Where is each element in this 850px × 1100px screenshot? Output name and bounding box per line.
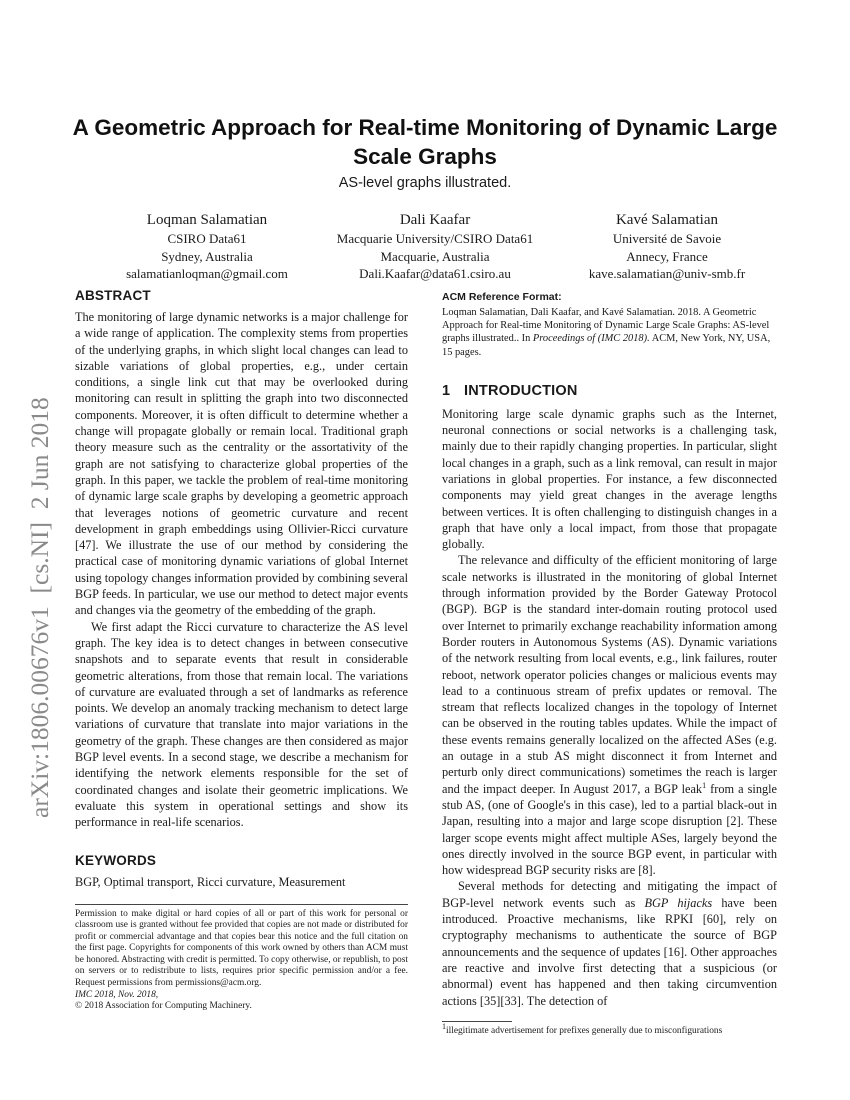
intro-paragraph-3-part-a: Several methods for detecting and mitigating the impact of BGP-level network events such as	[442, 879, 777, 910]
abstract-paragraph-1: The monitoring of large dynamic networks is a major challenge for a wide range of application. The complexity stems from properties of the underlying graphs, in which slight local changes can lead to sizable variations of global properties, e.g., under certain conditions, a single link cut that may be overlooked during monitoring can result in splitting the graph into two disconnected components. Moreover, it is often difficult to determine whether a change will propagate globally or remain local. Traditional graph theory measure such as the centrality or the assortativity of the graph are not satisfying to characterize global properties of the graph. In this paper, we tackle the problem of real-time monitoring of dynamic large scale graphs by developing a geometric approach that leverages notions of geometric curvature and recent development in graph embeddings using Ollivier-Ricci curvature [47]. We illustrate the use of our method by considering the practical case of monitoring dynamic variations of global Internet using topology changes information provided by combining several BGP feeds. In particular, we use our method to detect major events and changes via the geometry of the embedding of the graph.	[75, 310, 408, 618]
left-column	[75, 288, 408, 1013]
intro-paragraph-3-italic: BGP hijacks	[644, 895, 713, 910]
intro-paragraph-3-part-b: have been introduced. Proactive mechanisms, like RPKI [60], rely on cryptography mechanisms to authenticate the source of BGP announcements and the sequence of updates [16]. Other approaches are reactive and involve first detecting that a suspicious (or abnormal) event has happened and then taking circumvention actions [35][33]. The detection of	[442, 895, 777, 1008]
author-3	[552, 210, 782, 283]
author-location: Sydney, Australia	[161, 248, 253, 264]
section-number: 1	[442, 382, 451, 399]
author-1	[92, 210, 322, 283]
permission-text: Permission to make digital or hard copies of all or part of this work for personal or classroom use is granted without fee provided that copies are not made or distributed for profit or commercial advantage and that copies bear this notice and the full citation on the first page. Copyrights for components of this work owned by others than ACM must be honored. Abstracting with credit is permitted. To copy otherwise, or republish, to post on servers or to redistribute to lists, requires prior specific permission and/or a fee. Request permissions from permissions@acm.org.	[75, 908, 408, 989]
keywords-text: BGP, Optimal transport, Ricci curvature, Measurement	[75, 874, 346, 889]
acm-reference-text	[442, 306, 777, 359]
acm-reference-proceedings: Proceedings of (IMC 2018).	[532, 333, 650, 345]
footnote-divider	[442, 1021, 512, 1022]
author-name: Dali Kaafar	[399, 212, 471, 228]
acm-reference-heading: ACM Reference Format:	[442, 291, 562, 303]
author-block	[70, 210, 780, 280]
venue-text: IMC 2018, Nov. 2018,	[75, 989, 159, 1000]
section-title: INTRODUCTION	[464, 382, 578, 399]
abstract-heading: ABSTRACT	[75, 288, 151, 303]
copyright-text: © 2018 Association for Computing Machinery.	[75, 1001, 252, 1012]
arxiv-identifier-stamp	[4, 300, 64, 820]
intro-paragraph-1: Monitoring large scale dynamic graphs such as the Internet, neuronal connections or social networks is a challenging task, mainly due to their rapidly changing properties. In particular, slight local changes in a graph, such as a link removal, can result in major variations in global properties. For instance, a few disconnected components may yield great changes in the average lengths between vertices. It is often challenging to distinguish changes in a graph that have only a local impact, from those that propagate globally.	[442, 406, 777, 552]
permission-block	[75, 909, 408, 1013]
intro-paragraph-2	[442, 552, 777, 878]
author-name: Loqman Salamatian	[146, 212, 268, 228]
author-location: Annecy, France	[626, 248, 708, 264]
keywords-heading: KEYWORDS	[75, 852, 157, 868]
footnote	[442, 1021, 777, 1037]
acm-reference-part-b: ACM, New York, NY, USA, 15 pages.	[442, 333, 771, 358]
paper-subtitle: AS-level graphs illustrated.	[338, 175, 512, 191]
intro-paragraph-2-end: from a single stub AS, (one of Google's in this case), led to a partial black-out in Japan, resulting into a major and large scope disruption [2]. These larger scope events might affect multiple ASes, largely beyond the ones directly involved in the source BGP event, in particular with how widespread BGP security risks are [8].	[442, 781, 778, 878]
intro-paragraph-2-text: The relevance and difficulty of the efficient monitoring of large scale networks is illustrated in the monitoring of global Internet through information provided by the Border Gateway Protocol (BGP). BGP is the standard inter-domain routing protocol used over Internet to primarily exchange reachability information among Border routers in Autonomous Systems (AS). Dynamic variations of the network resulting from local events, e.g., link failures, router reboot, network operator policies changes or malicious events may lead to a continuous stream of prefix updates or removal. The stream that reflects localized changes in the topology of Internet can be observed in the routing tables updates. While the impact of these events remains generally localized on the affected ASes (e.g. an outage in a stub AS might disconnect it from Internet and perturb only direct communications) sometimes the reach is larger and the impact deeper. In August 2017, a BGP leak	[442, 553, 777, 796]
right-column	[442, 291, 777, 1037]
footnote-marker: 1	[702, 780, 707, 790]
paper-title: A Geometric Approach for Real-time Monitoring of Dynamic Large Scale Graphs	[72, 115, 778, 169]
author-email: salamatianloqman@gmail.com	[126, 266, 288, 281]
author-email: Dali.Kaafar@data61.csiro.au	[359, 266, 511, 281]
footnote-number: 1	[442, 1021, 446, 1031]
author-2	[310, 210, 560, 283]
introduction-heading	[442, 383, 777, 399]
author-affiliation: Macquarie University/CSIRO Data61	[336, 231, 534, 246]
author-affiliation: Université de Savoie	[612, 231, 722, 246]
permission-divider	[75, 904, 408, 905]
abstract-paragraph-2: We first adapt the Ricci curvature to characterize the AS level graph. The key idea is to detect changes in between consecutive snapshots and to separate events that result in considerable geometric alterations, from those that remain local. The variations of curvature are evaluated through a set of landmarks as reference points. We develop an anomaly tracking mechanism to detect large variations of curvature that translate into major variations in the geometry of the graph. These changes are then considered as major BGP level events. In a second stage, we describe a mechanism for identifying the network elements responsible for the set of coordinated changes and isolate their geometric implications. We evaluate this system in operational settings and show its performance in real-life scenarios.	[75, 619, 408, 830]
footnote-text: illegitimate advertisement for prefixes generally due to misconfigurations	[446, 1025, 723, 1036]
author-affiliation: CSIRO Data61	[167, 231, 247, 246]
intro-paragraph-3	[442, 878, 777, 1008]
arxiv-identifier-text: arXiv:1806.00676v1 [cs.NI] 2 Jun 2018	[25, 397, 54, 818]
acm-reference-part-a: Loqman Salamatian, Dali Kaafar, and Kavé Salamatian. 2018. A Geometric Approach for Real-time Monitoring of Dynamic Large Scale Graphs: AS-level graphs illustrated.. In	[442, 307, 770, 345]
author-location: Macquarie, Australia	[380, 248, 490, 264]
author-email: kave.salamatian@univ-smb.fr	[588, 266, 746, 281]
author-name: Kavé Salamatian	[615, 212, 719, 228]
